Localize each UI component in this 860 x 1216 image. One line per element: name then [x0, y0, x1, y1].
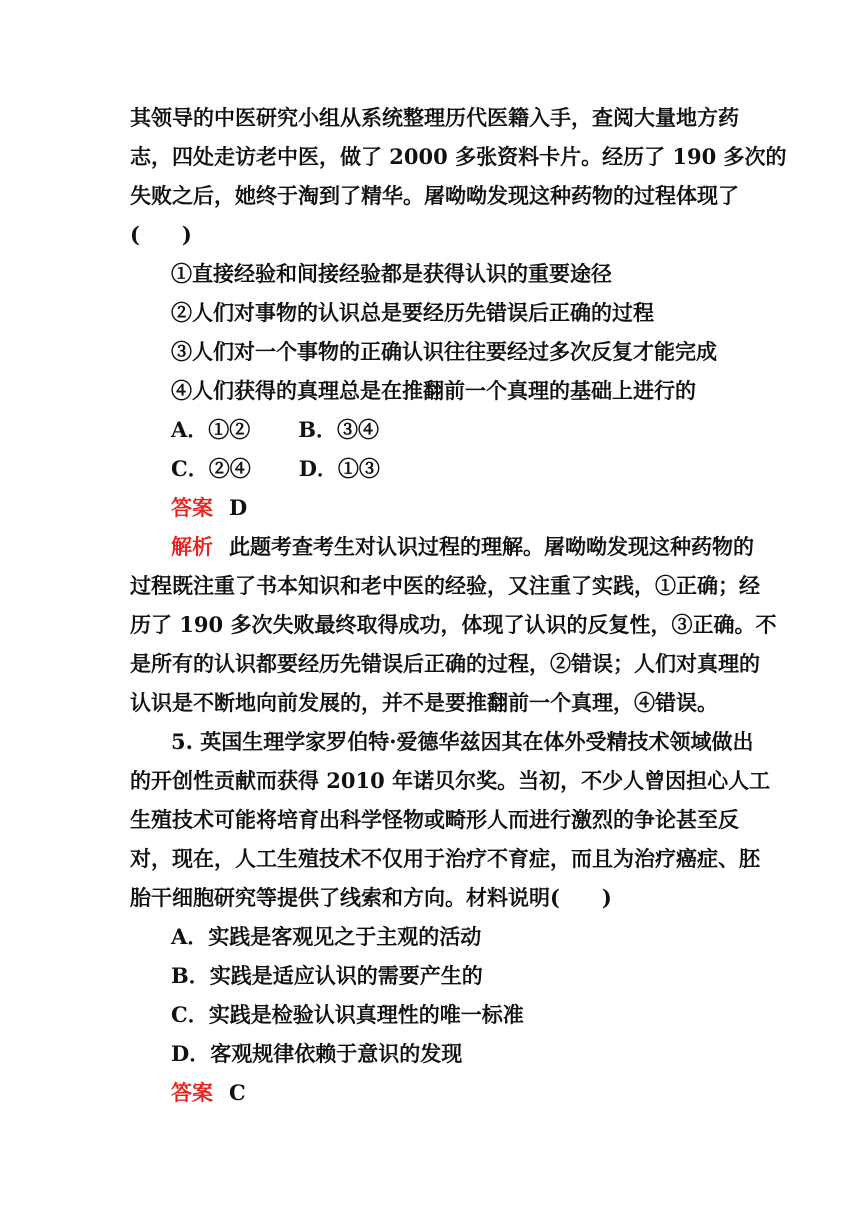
- q5-stem-line-1: 5. 英国生理学家罗伯特·爱德华兹因其在体外受精技术领域做出: [171, 729, 754, 754]
- q4-statement-3: ③人们对一个事物的正确认识往往要经过多次反复才能完成: [171, 339, 717, 364]
- q4-analysis-line-5: 认识是不断地向前发展的，并不是要推翻前一个真理，④错误。: [130, 690, 718, 715]
- q4-stem-line-2: 志，四处走访老中医，做了 2000 多张资料卡片。经历了 190 多次的: [130, 144, 787, 169]
- q5-option-b: B．实践是适应认识的需要产生的: [171, 963, 483, 988]
- q5-stem-line-3: 生殖技术可能将培育出科学怪物或畸形人而进行激烈的争论甚至反: [130, 807, 739, 832]
- q5-option-a: A．实践是客观见之于主观的活动: [171, 924, 482, 949]
- q5-answer-row: [171, 1079, 771, 1107]
- q5-stem-line-4: 对，现在，人工生殖技术不仅用于治疗不育症，而且为治疗癌症、胚: [130, 846, 760, 871]
- q4-stem-line-1: 其领导的中医研究小组从系统整理历代医籍入手，查阅大量地方药: [130, 105, 739, 130]
- q4-option-c: C．②④: [171, 456, 251, 481]
- q5-option-d: D．客观规律依赖于意识的发现: [171, 1041, 463, 1066]
- q4-analysis-label: 解析: [171, 534, 213, 559]
- q4-analysis-text-1: 此题考查考生对认识过程的理解。屠呦呦发现这种药物的: [229, 534, 754, 559]
- q5-answer-value: C: [229, 1080, 246, 1105]
- q4-answer-value: D: [229, 495, 248, 520]
- q4-analysis-line-3: 历了 190 多次失败最终取得成功，体现了认识的反复性，③正确。不: [130, 612, 777, 637]
- q4-options-row-1: [171, 416, 771, 444]
- q4-stem-line-4: ( ): [130, 222, 192, 247]
- q4-option-d: D．①③: [298, 456, 380, 481]
- q4-statement-2: ②人们对事物的认识总是要经历先错误后正确的过程: [171, 300, 654, 325]
- q4-statement-4: ④人们获得的真理总是在推翻前一个真理的基础上进行的: [171, 378, 696, 403]
- q4-statement-1: ①直接经验和间接经验都是获得认识的重要途径: [171, 261, 612, 286]
- q4-option-b: B．③④: [298, 417, 380, 442]
- q4-answer-row: [171, 494, 771, 522]
- q4-answer-label: 答案: [171, 495, 213, 520]
- q5-option-c: C．实践是检验认识真理性的唯一标准: [171, 1002, 524, 1027]
- q4-analysis-line-1: [171, 533, 754, 561]
- q4-options-row-2: [171, 455, 771, 483]
- q4-analysis-line-2: 过程既注重了书本知识和老中医的经验，又注重了实践，①正确；经: [130, 573, 760, 598]
- q4-stem-line-3: 失败之后，她终于淘到了精华。屠呦呦发现这种药物的过程体现了: [130, 183, 739, 208]
- q4-analysis-line-4: 是所有的认识都要经历先错误后正确的过程，②错误；人们对真理的: [130, 651, 760, 676]
- q4-option-a: A．①②: [171, 417, 251, 442]
- q5-stem-line-2: 的开创性贡献而获得 2010 年诺贝尔奖。当初，不少人曾因担心人工: [130, 768, 771, 793]
- q5-stem-line-5: 胎干细胞研究等提供了线索和方向。材料说明( ): [130, 885, 612, 910]
- q5-answer-label: 答案: [171, 1080, 213, 1105]
